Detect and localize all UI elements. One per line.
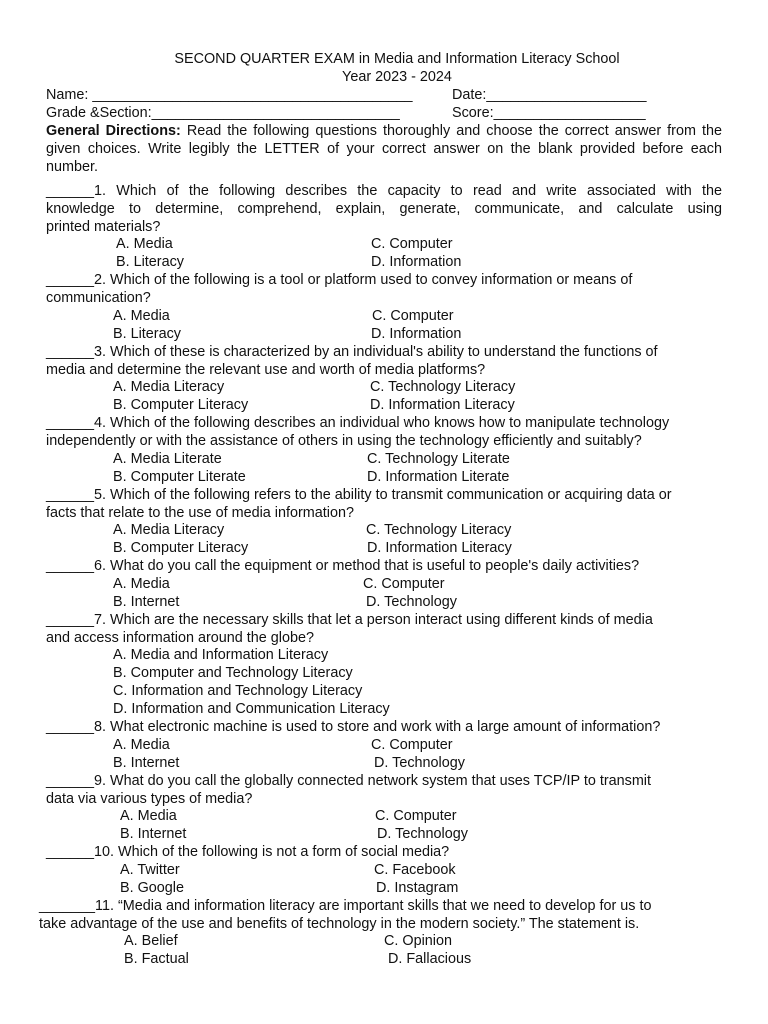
q9-choice-a: A. Media [120, 808, 177, 824]
q6-choice-d: D. Technology [366, 594, 457, 610]
q6-choice-b: B. Internet [113, 594, 180, 610]
directions-line3: number. [46, 159, 98, 175]
question-7-line2: and access information around the globe? [46, 630, 315, 646]
q10-choice-a: A. Twitter [120, 862, 180, 878]
q9-choice-c: C. Computer [375, 808, 457, 824]
question-11-line1: _______11. “Media and information literacy are important skills that we need to develop for us to [39, 898, 652, 914]
q11-choice-d: D. Fallacious [388, 951, 472, 967]
q11-choice-b: B. Factual [124, 951, 189, 967]
question-1-line2: knowledge to determine, comprehend, explain, generate, communicate, and calculate using [46, 201, 722, 217]
q1-choice-d: D. Information [371, 254, 462, 270]
name-field[interactable]: Name: ________________________________________ [46, 87, 413, 103]
question-10-line1: ______10. Which of the following is not a form of social media? [46, 844, 450, 860]
q4-choice-b: B. Computer Literate [113, 469, 246, 485]
q1-choice-c: C. Computer [371, 236, 453, 252]
q5-choice-a: A. Media Literacy [113, 522, 225, 538]
q11-choice-a: A. Belief [124, 933, 178, 949]
q10-choice-c: C. Facebook [374, 862, 456, 878]
q5-choice-d: D. Information Literacy [367, 540, 512, 556]
score-field[interactable]: Score:___________________ [452, 105, 646, 121]
q4-choice-c: C. Technology Literate [367, 451, 510, 467]
q3-choice-d: D. Information Literacy [370, 397, 515, 413]
question-11-line2: take advantage of the use and benefits of technology in the modern society.” The statement is. [39, 916, 640, 932]
q2-choice-d: D. Information [371, 326, 462, 342]
q4-choice-d: D. Information Literate [367, 469, 510, 485]
question-9-line2: data via various types of media? [46, 791, 253, 807]
q4-choice-a: A. Media Literate [113, 451, 222, 467]
q8-choice-b: B. Internet [113, 755, 180, 771]
q7-choice-d: D. Information and Communication Literacy [113, 701, 390, 717]
q7-choice-a: A. Media and Information Literacy [113, 647, 329, 663]
q3-choice-b: B. Computer Literacy [113, 397, 249, 413]
q11-choice-c: C. Opinion [384, 933, 452, 949]
date-field[interactable]: Date:____________________ [452, 87, 647, 103]
q10-choice-b: B. Google [120, 880, 184, 896]
question-1-line3: printed materials? [46, 219, 161, 235]
q1-choice-b: B. Literacy [116, 254, 184, 270]
q7-choice-b: B. Computer and Technology Literacy [113, 665, 353, 681]
question-1-line1: ______1. Which of the following describes the capacity to read and write associated with the [46, 183, 722, 199]
q3-choice-c: C. Technology Literacy [370, 379, 516, 395]
q2-choice-c: C. Computer [372, 308, 454, 324]
q1-choice-a: A. Media [116, 236, 173, 252]
question-2-line2: communication? [46, 290, 151, 306]
exam-title-line2: Year 2023 - 2024 [342, 69, 452, 85]
directions-label: General Directions: [46, 123, 181, 139]
question-7-line1: ______7. Which are the necessary skills that let a person interact using different kinds of media [46, 612, 653, 628]
q8-choice-c: C. Computer [371, 737, 453, 753]
q6-choice-c: C. Computer [363, 576, 445, 592]
question-4-line2: independently or with the assistance of others in using the technology efficiently and suitably? [46, 433, 642, 449]
question-5-line1: ______5. Which of the following refers to the ability to transmit communication or acquiring data or [46, 487, 672, 503]
exam-title-line1: SECOND QUARTER EXAM in Media and Information Literacy School [174, 51, 620, 67]
q2-choice-b: B. Literacy [113, 326, 181, 342]
question-3-line1: ______3. Which of these is characterized by an individual's ability to understand the functions of [46, 344, 658, 360]
q7-choice-c: C. Information and Technology Literacy [113, 683, 363, 699]
question-3-line2: media and determine the relevant use and worth of media platforms? [46, 362, 486, 378]
q3-choice-a: A. Media Literacy [113, 379, 225, 395]
question-4-line1: ______4. Which of the following describes an individual who knows how to manipulate technology [46, 415, 670, 431]
question-5-line2: facts that relate to the use of media information? [46, 505, 354, 521]
question-8-line1: ______8. What electronic machine is used to store and work with a large amount of information? [46, 719, 661, 735]
q5-choice-b: B. Computer Literacy [113, 540, 249, 556]
question-2-line1: ______2. Which of the following is a tool or platform used to convey information or means of [46, 272, 633, 288]
directions-line2: given choices. Write legibly the LETTER of your correct answer on the blank provided before each [46, 141, 722, 157]
q10-choice-d: D. Instagram [376, 880, 459, 896]
q8-choice-a: A. Media [113, 737, 170, 753]
question-6-line1: ______6. What do you call the equipment or method that is useful to people's daily activities? [46, 558, 640, 574]
question-9-line1: ______9. What do you call the globally connected network system that uses TCP/IP to transmit [46, 773, 651, 789]
q9-choice-b: B. Internet [120, 826, 187, 842]
grade-section-field[interactable]: Grade &Section:_______________________________ [46, 105, 400, 121]
q2-choice-a: A. Media [113, 308, 170, 324]
q8-choice-d: D. Technology [374, 755, 465, 771]
q6-choice-a: A. Media [113, 576, 170, 592]
q9-choice-d: D. Technology [377, 826, 468, 842]
directions-line1: General Directions: Read the following questions thoroughly and choose the correct answer from the [46, 123, 722, 139]
q5-choice-c: C. Technology Literacy [366, 522, 512, 538]
